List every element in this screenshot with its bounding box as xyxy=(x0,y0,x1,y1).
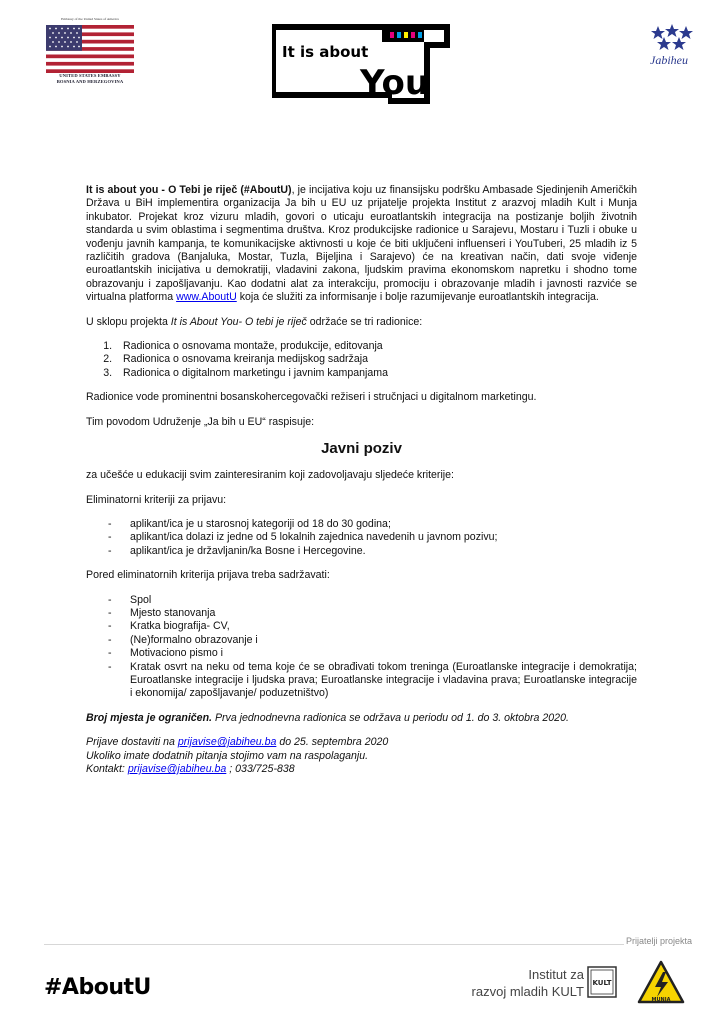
workshop-item: 1. Radionica o osnovama montaže, produkcije, editovanja xyxy=(115,340,637,353)
contact-line-1 xyxy=(86,736,637,749)
leaders-text: Radionice vode prominentni bosanskohercegovački režiseri i stručnjaci u digitalnom marketingu. xyxy=(86,391,537,404)
call-title: Javni poziv xyxy=(321,440,402,458)
announcement: Tim povodom Udruženje „Ja bih u EU“ raspisuje: xyxy=(86,415,315,428)
contact-line-2: Ukoliko imate dodatnih pitanja stojimo vam na raspolaganju. xyxy=(86,749,369,762)
call-subtitle: za učešće u edukaciji svim zainteresiranim koji zadovoljavaju sljedeće kriterije: xyxy=(86,469,454,482)
logo-line-2: You xyxy=(360,63,430,103)
contact-block xyxy=(86,736,637,776)
workshops-intro-pre: U sklopu projekta xyxy=(86,315,171,328)
munja-label: MUNJA xyxy=(651,997,671,1003)
platform-link[interactable]: www.AboutU xyxy=(176,291,237,304)
eliminatory-list xyxy=(86,518,637,558)
application-list xyxy=(86,594,637,701)
intro-paragraph xyxy=(86,184,637,305)
workshops-list xyxy=(86,340,637,380)
partners-label: Prijatelji projekta xyxy=(626,936,693,946)
institute-line-2: razvoj mladih KULT xyxy=(471,984,584,999)
contact-line-3-pre: Kontakt: xyxy=(86,763,128,775)
intro-lead: It is about you - O Tebi je riječ (#AboutU) xyxy=(86,184,292,196)
application-heading: Pored eliminatornih kriterija prijava treba sadržavati: xyxy=(86,569,330,582)
jabiheu-label: Jabiheu xyxy=(650,53,688,67)
footer-divider xyxy=(44,944,688,945)
application-item: - Kratka biografija- CV, xyxy=(108,620,637,633)
embassy-name-line1: UNITED STATES EMBASSY xyxy=(59,73,121,78)
jabiheu-logo xyxy=(648,22,698,72)
munja-logo xyxy=(637,960,685,1006)
email-link[interactable]: prijavise@jabiheu.ba xyxy=(177,736,277,749)
embassy-name-line2: BOSNIA AND HERZEGOVINA xyxy=(56,78,124,84)
logo-line-1: It is about xyxy=(282,43,369,61)
eliminatory-item: - aplikant/ica je državljanin/ka Bosne i Hercegovine. xyxy=(108,545,637,558)
eliminatory-item: - aplikant/ica je u starosnoj kategoriji od 18 do 30 godina; xyxy=(108,518,637,531)
intro-text-1: , je incijativa koju uz finansijsku podršku Ambasade Sjedinjenih Američkih Država u BiH implementira organizacija Ja bih u EU uz prijatelje projekta Institut z arazvoj mladih Kult i Munja inkubator. Projekat kroz vizuru mladih, govori o uticaju euroatlantskih integracija na postizanje boljih životnih standarda u svim oblastima i segmentima društva. Kroz produkcijske radionice u Sarajevu, Mostaru i Tuzli i obuke u vođenju javnih kampanja, te komunikacijske aktivnosti u koje će biti uključeni influenseri i YouTuberi, 25 mladih iz 5 različitih gradova (Banjaluka, Mostar, Tuzla, Bijeljina i Sarajevo) će na kreativan način, dati svoje viđenje euroatlantskih inicijativa u demokratiji, vladavini zakona, ljudskim pravima ekonomskom napretku i shodno tome obrazovanju i zapošljavanju. Kao dodatni alat za interakciju, promociju i obrazovanje mladih i javnosti razviće se virtualna platforma xyxy=(86,184,637,304)
institute-line-1: Institut za xyxy=(528,967,584,982)
document-body xyxy=(86,184,637,776)
workshops-intro xyxy=(86,316,637,329)
kult-logo xyxy=(587,966,617,998)
places-rest: Prva jednodnevna radionica se održava u periodu od 1. do 3. oktobra 2020. xyxy=(212,711,569,724)
contact-line-1-post: do 25. septembra 2020 xyxy=(276,736,389,749)
eliminatory-item: - aplikant/ica dolazi iz jedne od 5 lokalnih zajednica navedenih u javnom pozivu; xyxy=(108,531,637,544)
contact-phone: ; 033/725-838 xyxy=(226,763,295,775)
workshop-item: 2. Radionica o osnovama kreiranja medijskog sadržaja xyxy=(115,353,637,366)
intro-text-2: koja će služiti za informisanje i bolje razumijevanje euroatlantskih integracija. xyxy=(236,291,599,304)
project-name: It is About You- O tebi je riječ xyxy=(170,315,307,328)
embassy-tiny-text: Embassy of the United States of America xyxy=(61,17,119,21)
workshops-intro-post: održaće se tri radionice: xyxy=(306,315,423,328)
application-item: - Spol xyxy=(108,594,637,607)
application-item: - Motivaciono pismo i xyxy=(108,647,637,660)
application-item: - Mjesto stanovanja xyxy=(108,607,637,620)
us-flag-icon xyxy=(46,25,134,73)
contact-line-1-pre: Prijave dostaviti na xyxy=(86,736,178,749)
kult-label: KULT xyxy=(592,979,612,987)
embassy-logo xyxy=(44,17,136,84)
contact-line-3 xyxy=(86,763,637,776)
places-bold: Broj mjesta je ograničen. xyxy=(86,711,212,724)
application-item: - (Ne)formalno obrazovanje i xyxy=(108,634,637,647)
eliminatory-heading: Eliminatorni kriteriji za prijavu: xyxy=(86,493,227,506)
application-item: - Kratak osvrt na neku od tema koje će se obrađivati tokom treninga (Euroatlanske integracije i demokratija; Euroatlanske integracije i ljudska prava; Euroatlanske integracije i vladavina prava; Euroatlanske integracije i ekonomija/ zapošljavanje/ poduzetništvo) xyxy=(108,661,637,701)
workshop-item: 3. Radionica o digitalnom marketingu i javnim kampanjama xyxy=(115,367,637,380)
hashtag: #AboutU xyxy=(44,975,151,1000)
it-is-about-you-logo xyxy=(270,18,452,106)
contact-email-link[interactable]: prijavise@jabiheu.ba xyxy=(127,763,227,775)
places-notice xyxy=(86,712,637,725)
institute-name xyxy=(466,966,584,1000)
